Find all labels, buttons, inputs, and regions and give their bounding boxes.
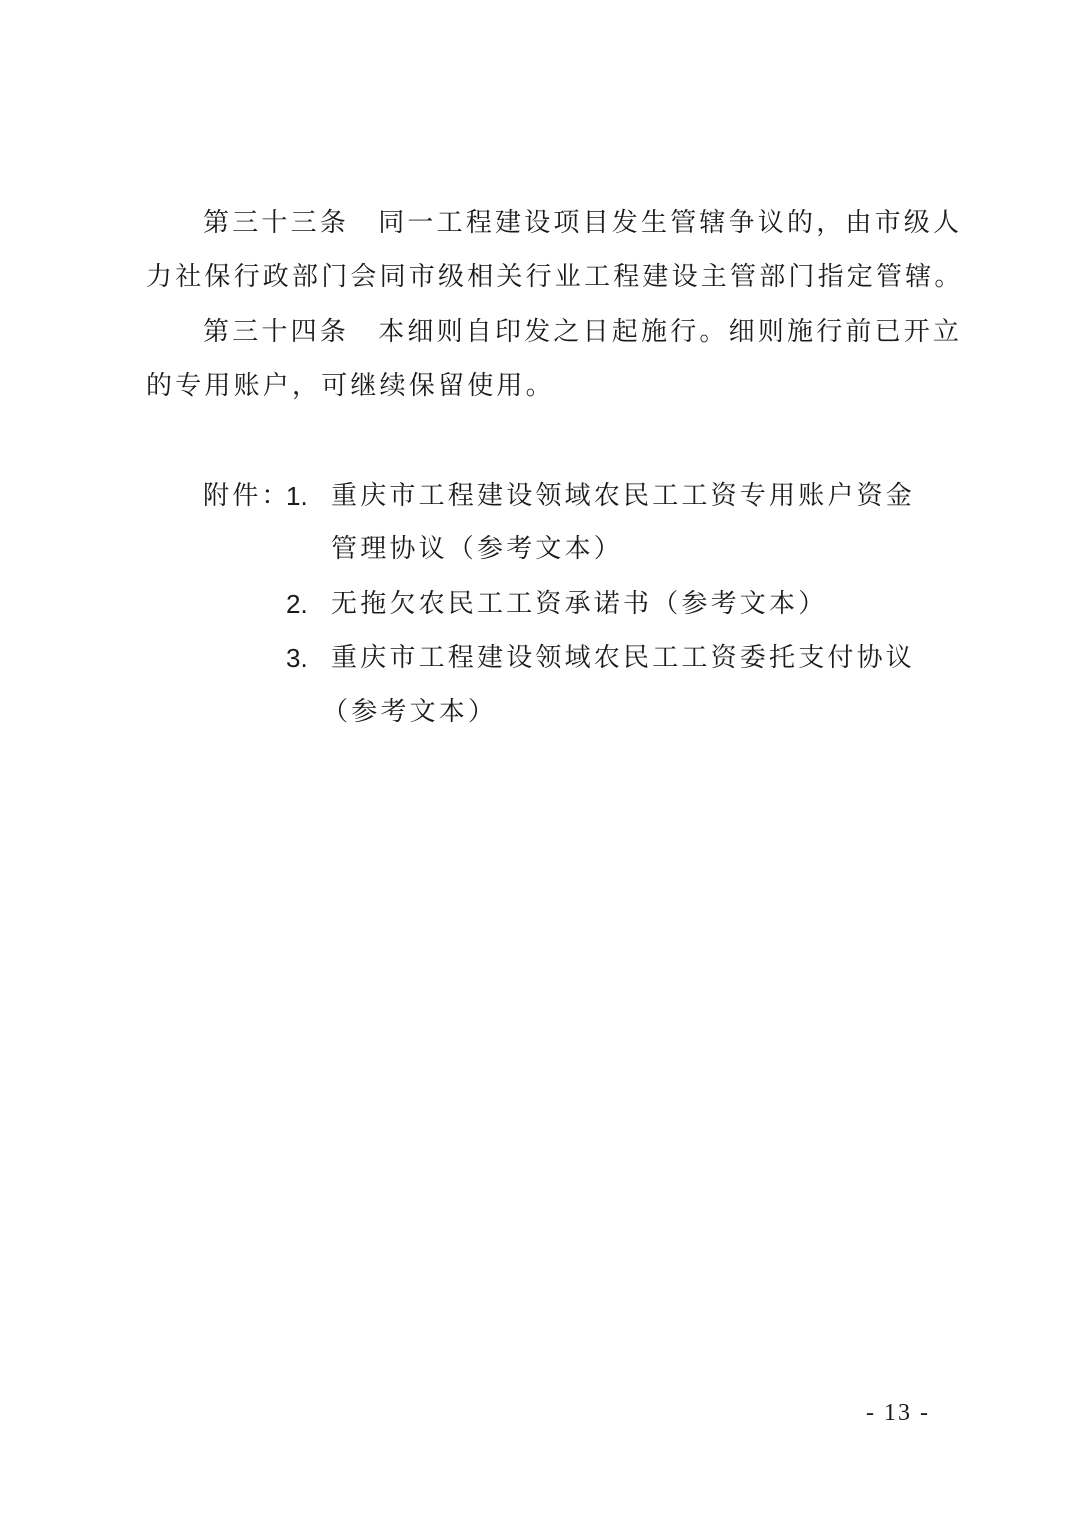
attachment-3-line-2: （参考文本） bbox=[322, 697, 498, 727]
article-34-line-2: 的专用账户，可继续保留使用。 bbox=[146, 371, 555, 401]
attachments-label: 附件： bbox=[203, 481, 291, 511]
attachment-1-line-2: 管理协议（参考文本） bbox=[331, 534, 624, 564]
article-33-line-2: 力社保行政部门会同市级相关行业工程建设主管部门指定管辖。 bbox=[146, 262, 964, 292]
article-33-line-1: 第三十三条 同一工程建设项目发生管辖争议的，由市级人 bbox=[203, 208, 963, 238]
attachment-1-number: 1. bbox=[286, 481, 308, 511]
attachment-1-line-1: 重庆市工程建设领域农民工工资专用账户资金 bbox=[331, 481, 916, 511]
attachment-3-line-1: 重庆市工程建设领域农民工工资委托支付协议 bbox=[331, 643, 916, 673]
attachment-3-number: 3. bbox=[286, 643, 308, 673]
page-number: - 13 - bbox=[866, 1400, 930, 1426]
attachment-2-number: 2. bbox=[286, 589, 308, 619]
attachment-2-line-1: 无拖欠农民工工资承诺书（参考文本） bbox=[331, 589, 828, 619]
article-34-line-1: 第三十四条 本细则自印发之日起施行。细则施行前已开立 bbox=[203, 317, 963, 347]
